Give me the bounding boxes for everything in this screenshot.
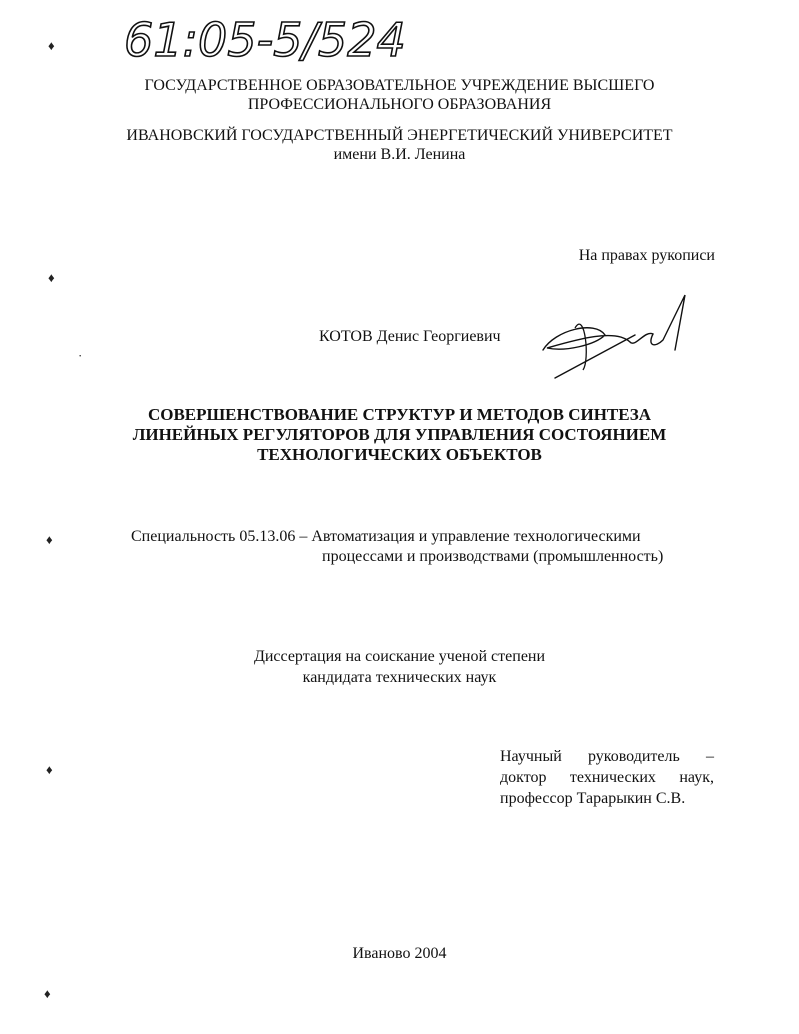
title-line-3: ТЕХНОЛОГИЧЕСКИХ ОБЪЕКТОВ — [257, 445, 542, 464]
specialty-line-2: процессами и производствами (промышленность) — [322, 548, 664, 565]
supervisor-line-1: Научный руководитель – — [500, 748, 714, 765]
specialty-line-1: Специальность 05.13.06 – Автоматизация и управление технологическими — [131, 528, 641, 545]
scan-mark-icon: ♦ — [48, 38, 55, 53]
title-line-1: СОВЕРШЕНСТВОВАНИЕ СТРУКТУР И МЕТОДОВ СИНТЕЗА — [147, 405, 652, 424]
signature-icon — [535, 290, 695, 380]
rights-note: На правах рукописи — [578, 247, 715, 264]
scan-dot-icon: · — [78, 348, 83, 363]
city-year: Иваново 2004 — [352, 945, 447, 962]
university-name: ИВАНОВСКИЙ ГОСУДАРСТВЕННЫЙ ЭНЕРГЕТИЧЕСКИЙ УНИВЕРСИТЕТ — [126, 127, 673, 144]
org-line-2: ПРОФЕССИОНАЛЬНОГО ОБРАЗОВАНИЯ — [247, 96, 552, 113]
university-block — [0, 126, 799, 164]
degree-line-1: Диссертация на соискание ученой степени — [253, 648, 546, 665]
supervisor-line-3: профессор Тарарыкин С.В. — [500, 790, 686, 807]
organization-block — [0, 76, 799, 114]
author-name: КОТОВ Денис Георгиевич — [319, 328, 501, 345]
scan-mark-icon: ♦ — [48, 270, 55, 285]
title-line-2: ЛИНЕЙНЫХ РЕГУЛЯТОРОВ ДЛЯ УПРАВЛЕНИЯ СОСТОЯНИЕМ — [132, 425, 667, 444]
dissertation-title — [0, 405, 799, 465]
handwritten-catalog-number — [120, 8, 430, 68]
university-named-after: имени В.И. Ленина — [333, 146, 466, 163]
specialty-block — [131, 527, 663, 567]
supervisor-line-2: доктор технических наук, — [500, 769, 714, 786]
degree-block — [0, 646, 799, 688]
scan-mark-icon: ♦ — [44, 986, 51, 1001]
org-line-1: ГОСУДАРСТВЕННОЕ ОБРАЗОВАТЕЛЬНОЕ УЧРЕЖДЕНИЕ ВЫСШЕГО — [144, 77, 655, 94]
degree-line-2: кандидата технических наук — [302, 669, 497, 686]
scan-mark-icon: ♦ — [46, 532, 53, 547]
catalog-number-text: 61:05-5/524 — [124, 13, 406, 67]
scan-mark-icon: ♦ — [46, 762, 53, 777]
supervisor-block — [500, 746, 714, 809]
